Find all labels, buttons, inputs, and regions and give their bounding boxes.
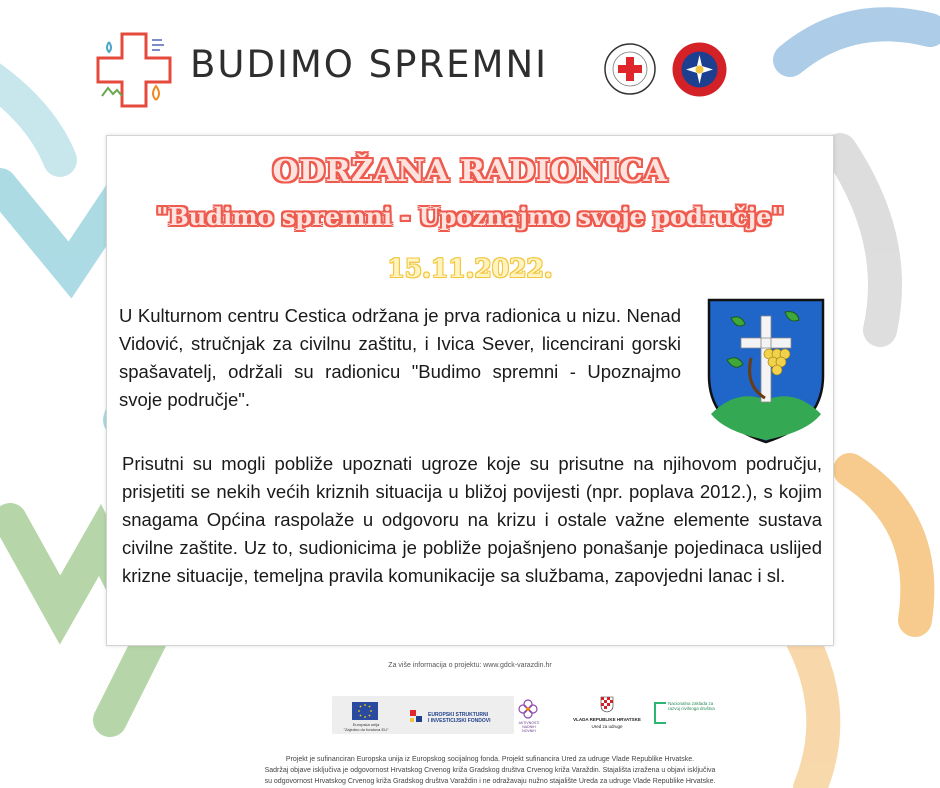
nz-bracket-icon [654,702,666,724]
gov-office: Ured za udruge [591,724,623,729]
esif-logo-icon [410,710,424,724]
funding-line-1: Projekt je sufinanciran Europska unija iz Europskog socijalnog fonda. Projekt sufinancira Ured za udruge Vlade Republike Hrvatske. [285,756,695,763]
event-date: 15.11.2022. [387,254,553,283]
flower-logo-icon [517,698,539,720]
paragraph-details: Prisutni su mogli pobliže upoznati ugroze koje su prisutne na njihovom području, prisjetiti se nekih većih kriznih situacija u bližoj povijesti (npr. poplava 2012.), s kojim snagama Općina raspolaže u odgovoru na krizu i ostale važne elemente sustava civilne zaštite. Uz to, sudionicima je pobliže pojašnjeno ponašanje pojedinaca uslijed krizne situacije, temeljna pravila komunikacije sa službama, zapovjedni lanac i sl. [122,453,822,586]
eu-flag-icon [352,702,378,720]
red-cross-badge-icon [603,42,657,96]
croatian-arms-icon [600,696,614,713]
article-card [106,135,834,646]
nz-text: Nacionalna zaklada za razvoj civilnoga društva [668,701,715,711]
mountain-rescue-badge-icon [671,41,728,98]
esif-text: EUROPSKI STRUKTURNI I INVESTICIJSKI FONDOVI [428,712,491,724]
safety-cross-logo-icon [96,32,172,108]
flower-caption: AKTIVNOSTI NADNIH NOVNIH [518,721,540,733]
project-info-link[interactable]: Za više informacija o projektu: www.gdck-varazdin.hr [388,662,552,669]
funding-logos [332,690,722,740]
paragraph-intro: U Kulturnom centru Cestica održana je prva radionica u nizu. Nenad Vidović, stručnjak za civilnu zaštitu, i Ivica Sever, licencirani gorski spašavatelj, održali su radionicu "Budimo spremni - Upoznajmo svoje područje". [119,305,681,410]
subheadline: "Budimo spremni - Upoznajmo svoje područje" [155,202,785,231]
eu-caption: Europska unija "Zajedno do fondova EU" [343,722,389,732]
headline: ODRŽANA RADIONICA [272,154,668,189]
brand-title: BUDIMO SPREMNI [190,43,549,86]
funding-line-3: su odgovornost Hrvatskog Crvenog križa Gradskog društva Varaždin i ne odražavaju nužno stajalište Ureda za udruge Vlade Republike Hrvatske. [264,778,716,785]
funding-line-2: Sadržaj objave isključiva je odgovornost Hrvatskog Crvenog križa Gradskog društva Crvenog križa Varaždin. Stajališta izražena u objavi isključiva [264,767,716,774]
gov-name: VLADA REPUBLIKE HRVATSKE [573,717,641,722]
coat-of-arms-icon [707,298,825,444]
